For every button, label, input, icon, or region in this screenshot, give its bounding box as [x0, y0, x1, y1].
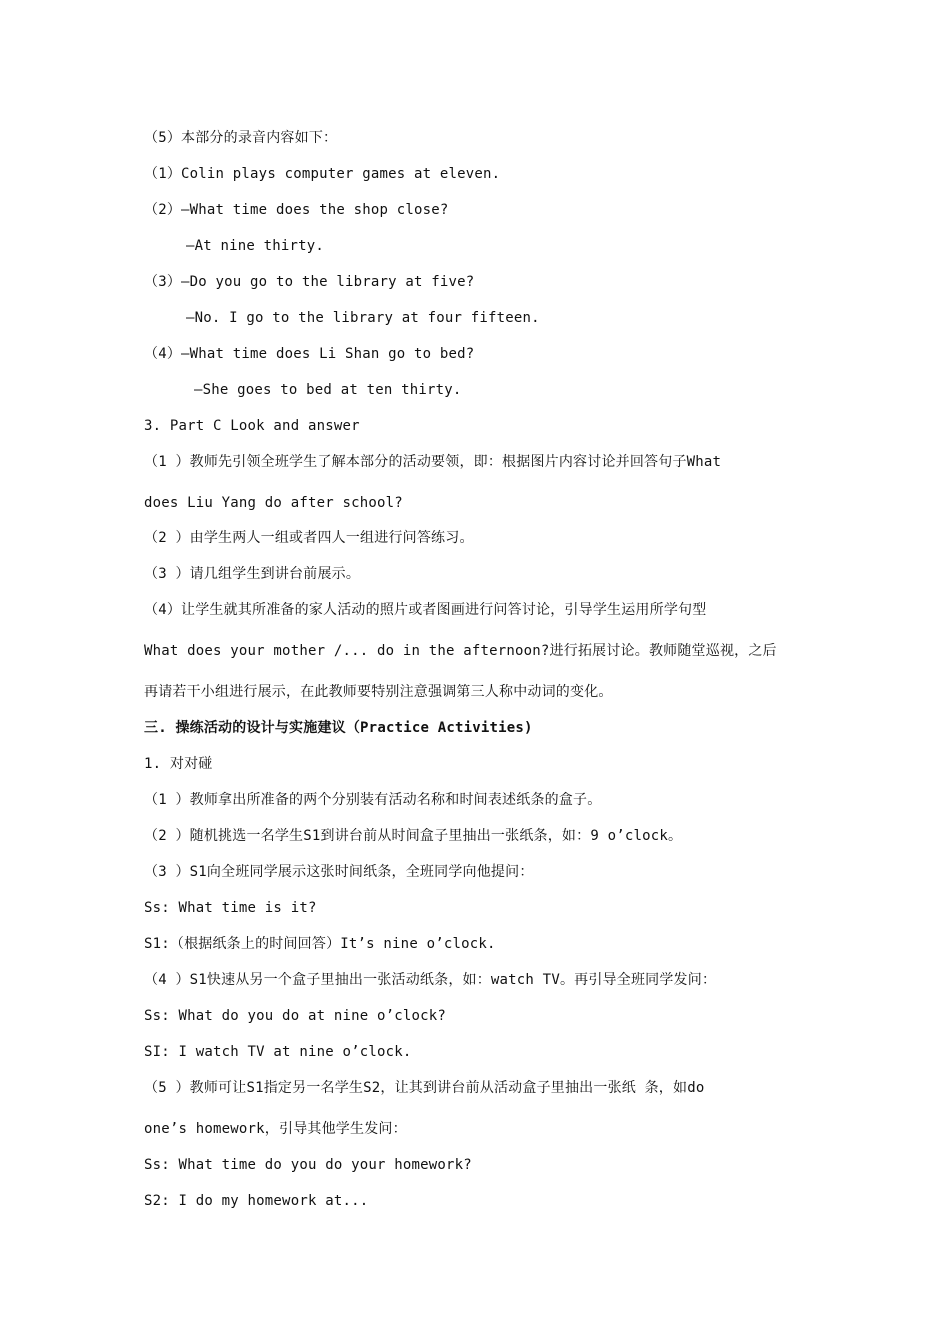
text-line: （3 ）S1向全班同学展示这张时间纸条，全班同学向他提问：: [144, 864, 534, 880]
text-line: （5 ）教师可让S1指定另一名学生S2，让其到讲台前从活动盒子里抽出一张纸 条，如do: [144, 1080, 705, 1096]
text-line: （3 ）请几组学生到讲台前展示。: [144, 566, 361, 582]
text-line: one’s homework，引导其他学生发问：: [144, 1121, 407, 1137]
section-title: 三. 操练活动的设计与实施建议（Practice Activities): [144, 720, 533, 736]
text-line: （1 ）教师拿出所准备的两个分别装有活动名称和时间表述纸条的盒子。: [144, 792, 602, 808]
section-heading: 3. Part C Look and answer: [144, 418, 360, 434]
text-line: （1 ）教师先引领全班学生了解本部分的活动要领，即：根据图片内容讨论并回答句子What: [144, 454, 722, 470]
dialogue-line: S2: I do my homework at...: [144, 1193, 369, 1209]
text-line: —She goes to bed at ten thirty.: [194, 382, 462, 398]
dialogue-line: Ss: What time is it?: [144, 900, 317, 916]
text-line: —At nine thirty.: [186, 238, 325, 254]
dialogue-line: Ss: What do you do at nine o’clock?: [144, 1008, 447, 1024]
text-line: （4）—What time does Li Shan go to bed?: [144, 346, 475, 362]
dialogue-line: Ss: What time do you do your homework?: [144, 1157, 472, 1173]
text-line: （5）本部分的录音内容如下：: [144, 130, 338, 146]
text-line: （3）—Do you go to the library at five?: [144, 274, 475, 290]
text-line: —No. I go to the library at four fifteen.: [186, 310, 540, 326]
text-line: 再请若干小组进行展示，在此教师要特别注意强调第三人称中动词的变化。: [144, 684, 613, 700]
text-line: does Liu Yang do after school?: [144, 495, 403, 511]
text-line: （4 ）S1快速从另一个盒子里抽出一张活动纸条，如：watch TV。再引导全班同学发问：: [144, 972, 717, 988]
text-line: （1）Colin plays computer games at eleven.: [144, 166, 501, 182]
dialogue-line: SI: I watch TV at nine o’clock.: [144, 1044, 412, 1060]
dialogue-line: S1:（根据纸条上的时间回答）It’s nine o’clock.: [144, 936, 496, 952]
text-line: （4）让学生就其所准备的家人活动的照片或者图画进行问答讨论，引导学生运用所学句型: [144, 602, 707, 618]
text-line: （2 ）由学生两人一组或者四人一组进行问答练习。: [144, 530, 474, 546]
subsection-heading: 1. 对对碰: [144, 756, 213, 772]
text-line: （2）—What time does the shop close?: [144, 202, 449, 218]
text-line: （2 ）随机挑选一名学生S1到讲台前从时间盒子里抽出一张纸条，如：9 o’clock。: [144, 828, 683, 844]
text-line: What does your mother /... do in the afternoon?进行拓展讨论。教师随堂巡视，之后: [144, 643, 777, 659]
